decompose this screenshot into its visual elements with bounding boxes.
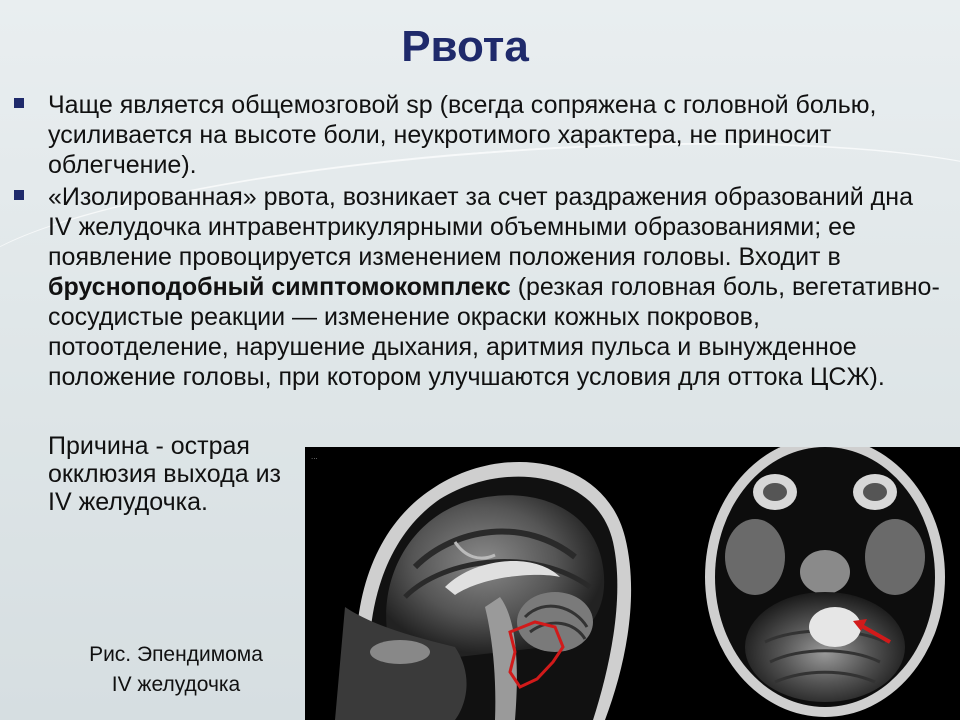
bullet-text-2-before: «Изолированная» рвота, возникает за счет раздражения образований дна IV желудочка интравентрикулярными объемными образованиями; ее появление провоцируется изменением положения головы. Входит в [48,183,913,271]
bullet-list [12,90,942,394]
bullet-text-2-after: (резкая головная боль, вегетативно-сосудистые реакции — изменение окраски кожных покровов, потоотделение, нарушение дыхания, аритмия пульса и вынужденное положение головы, при котором улучшаются условия для оттока ЦСЖ). [48,273,940,391]
mri-sagittal-image [311,452,631,720]
svg-text:...: ... [311,452,318,461]
slide-title: Рвота [401,22,529,71]
bullet-item-2 [12,182,942,392]
caption-line-2: IV желудочка [111,673,241,696]
bullet-square-icon [14,98,24,108]
mri-svg [305,447,960,720]
cause-text: Причина - острая окклюзия выхода из IV желудочка. [48,432,281,516]
mri-figure [305,447,960,720]
bullet-text-2-bold: брусноподобный симптомокомплекс [48,273,511,301]
bullet-square-icon [14,190,24,200]
caption-line-1: Рис. Эпендимома [89,643,263,666]
bullet-item-1 [12,90,942,180]
figure-caption [56,640,296,700]
mri-axial-image [705,447,945,717]
bullet-text-1: Чаще является общемозговой sp (всегда сопряжена с головной болью, усиливается на высоте боли, неукротимого характера, не приносит облегчение). [48,91,877,179]
